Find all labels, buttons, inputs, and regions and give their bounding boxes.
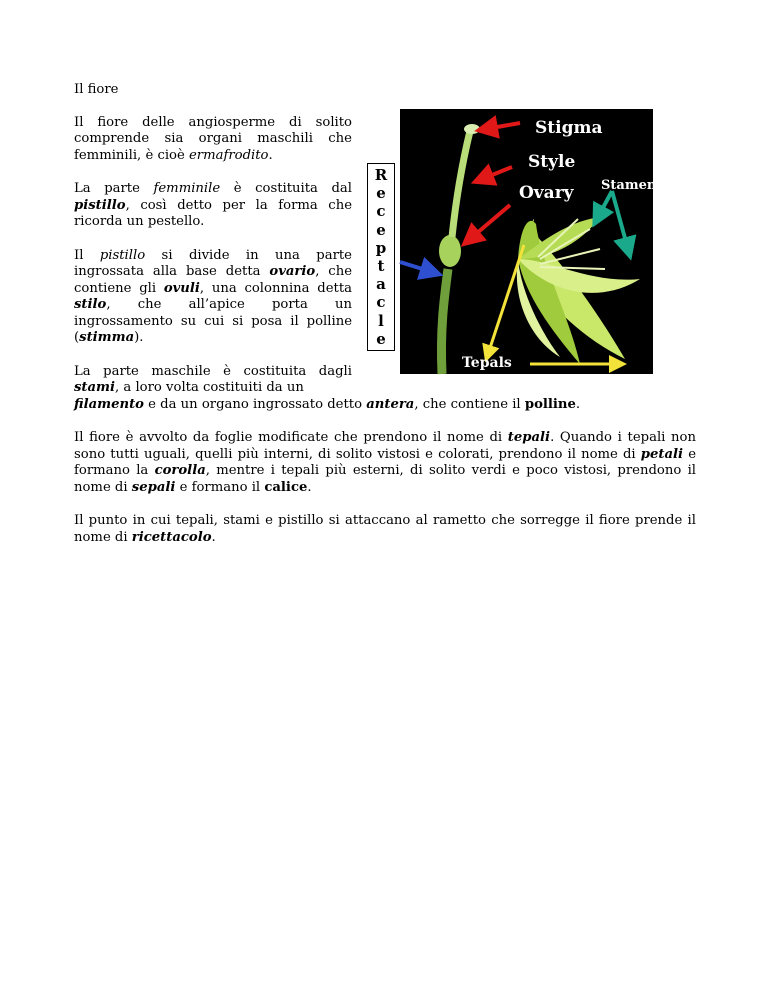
term-corolla: corolla bbox=[154, 463, 206, 478]
ovary-arrow bbox=[470, 205, 510, 239]
text-run: si divide in una parte ingrossata alla base detta bbox=[74, 247, 352, 279]
flower-ovary bbox=[439, 235, 461, 267]
flower-diagram bbox=[400, 109, 664, 374]
text-run: . bbox=[211, 529, 216, 545]
paragraph-receptacle bbox=[74, 513, 696, 546]
text-run: e formano la bbox=[74, 446, 696, 478]
term-petali: petali bbox=[640, 446, 684, 462]
label-stamens: Stamens bbox=[601, 178, 664, 193]
text-run: e formano il bbox=[175, 479, 265, 495]
term-pistillo: pistillo bbox=[74, 197, 126, 213]
label-style: Style bbox=[528, 152, 576, 172]
term-stami: stami bbox=[74, 380, 116, 395]
term-pistillo: pistillo bbox=[99, 247, 146, 263]
stamens-arrow bbox=[598, 191, 612, 217]
text-run: è costituita dal bbox=[220, 181, 353, 196]
text-run: , mentre i tepali più esterni, di solito verdi e poco vistosi, prendono il nome di bbox=[74, 463, 696, 495]
text-run: . bbox=[307, 479, 312, 495]
receptacle-letter: l bbox=[378, 311, 384, 330]
receptacle-letter: c bbox=[376, 293, 386, 312]
text-run: , che contiene il bbox=[414, 396, 525, 412]
text-run: Il punto in cui tepali, stami e pistillo si attaccano al rametto che sorregge il fiore prende il nome di bbox=[74, 513, 696, 545]
male-part-wrapped-lines bbox=[74, 364, 352, 397]
text-run: Il fiore delle angiosperme di solito comprende sia organi maschili che femminili, è cioè bbox=[74, 114, 352, 163]
receptacle-letter: e bbox=[376, 220, 386, 239]
receptacle-letter: p bbox=[375, 238, 387, 257]
term-filamento: filamento bbox=[74, 396, 144, 412]
receptacle-letter: c bbox=[376, 202, 386, 221]
text-run: , una colonnina detta bbox=[199, 280, 352, 296]
term-stilo: stilo bbox=[74, 297, 107, 312]
paragraph-pistil bbox=[74, 248, 352, 347]
term-ovuli: ovuli bbox=[163, 280, 200, 296]
term-calice: calice bbox=[264, 479, 308, 495]
flower-style bbox=[452, 131, 470, 237]
text-run: La parte maschile è costituita dagli bbox=[74, 363, 352, 379]
text-run: e da un organo ingrossato detto bbox=[143, 396, 367, 412]
text-run: , così detto per la forma che ricorda un pestello. bbox=[74, 197, 352, 229]
label-ovary: Ovary bbox=[519, 183, 574, 203]
paragraph-female-part bbox=[74, 181, 352, 231]
flower-diagram-svg bbox=[400, 109, 664, 374]
flower-stigma bbox=[464, 124, 480, 134]
document-title: Il fiore bbox=[74, 82, 119, 97]
text-run: Il bbox=[74, 247, 100, 263]
text-run: . bbox=[575, 396, 581, 412]
term-tepali: tepali bbox=[507, 430, 551, 445]
stamens-arrow bbox=[612, 191, 628, 249]
receptacle-letter: e bbox=[376, 329, 386, 348]
male-part-last-line bbox=[74, 397, 696, 414]
text-run: . Quando i tepali non sono tutti uguali, quelli più interni, di solito vistosi e colorati, prendono il nome di bbox=[74, 430, 696, 462]
term-stimma: stimma bbox=[79, 330, 135, 345]
receptacle-letter: e bbox=[376, 184, 386, 203]
text-run: La parte bbox=[74, 181, 154, 196]
text-run: , che all’apice porta un ingrossamento su cui si posa il polline ( bbox=[74, 297, 352, 345]
stigma-arrow bbox=[486, 123, 520, 129]
term-polline: polline bbox=[524, 396, 576, 412]
term-ricettacolo: ricettacolo bbox=[131, 529, 212, 545]
text-run: ). bbox=[134, 330, 144, 345]
term-femminile: femminile bbox=[153, 181, 221, 196]
style-arrow bbox=[482, 167, 512, 179]
receptacle-arrow bbox=[400, 262, 432, 272]
term-sepali: sepali bbox=[131, 479, 176, 495]
paragraph-tepals bbox=[74, 430, 696, 496]
receptacle-letter: a bbox=[376, 275, 386, 294]
tepals-arrow bbox=[488, 245, 524, 354]
term-ermafrodito: ermafrodito bbox=[188, 147, 269, 163]
receptacle-letter: R bbox=[374, 166, 388, 185]
label-tepals: Tepals bbox=[462, 355, 512, 371]
text-run: . bbox=[268, 147, 273, 163]
term-ovario: ovario bbox=[269, 264, 316, 279]
text-run: , a loro volta costituiti da un bbox=[115, 380, 304, 395]
receptacle-label-box bbox=[367, 163, 395, 351]
text-run: Il fiore è avvolto da foglie modificate che prendono il nome di bbox=[74, 430, 508, 445]
term-antera: antera bbox=[366, 396, 415, 412]
text-run: , che contiene gli bbox=[74, 264, 352, 296]
paragraph-hermaphrodite bbox=[74, 115, 352, 165]
receptacle-letter: t bbox=[377, 257, 385, 276]
flower-stem bbox=[441, 269, 448, 374]
label-stigma: Stigma bbox=[535, 118, 603, 138]
